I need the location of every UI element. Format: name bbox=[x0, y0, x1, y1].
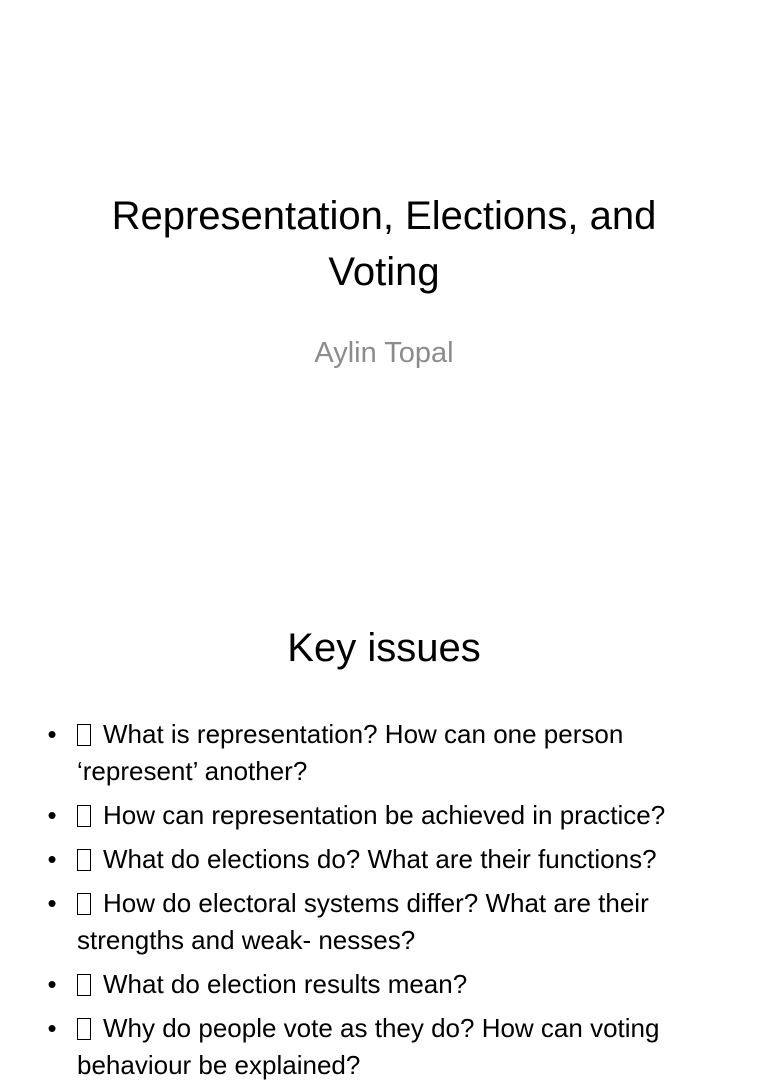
list-item-text: Why do people vote as they do? How can voting behaviour be explained? bbox=[77, 1013, 660, 1080]
list-item bbox=[0, 885, 768, 959]
bullet-dot-icon: • bbox=[47, 800, 57, 830]
list-item bbox=[0, 1010, 768, 1084]
slide-title bbox=[40, 188, 728, 300]
missing-glyph-box-icon bbox=[77, 849, 91, 871]
slide-title-line-2: Voting bbox=[328, 250, 440, 294]
bullet-dot-icon: • bbox=[47, 969, 57, 999]
bullet-dot-icon: • bbox=[47, 888, 57, 918]
missing-glyph-box-icon bbox=[77, 724, 91, 746]
missing-glyph-box-icon bbox=[77, 893, 91, 915]
key-issues-heading: Key issues bbox=[287, 626, 481, 670]
list-item bbox=[0, 797, 768, 834]
list-item-text: How can representation be achieved in practice? bbox=[103, 800, 666, 830]
slide-subtitle-author: Aylin Topal bbox=[314, 337, 454, 369]
missing-glyph-box-icon bbox=[77, 805, 91, 827]
list-item bbox=[0, 966, 768, 1003]
key-issues-slide bbox=[0, 576, 768, 1080]
list-item-text: What is representation? How can one person ‘represent’ another? bbox=[77, 719, 624, 786]
missing-glyph-box-icon bbox=[77, 1018, 91, 1040]
list-item-text: What do election results mean? bbox=[103, 969, 468, 999]
missing-glyph-box-icon bbox=[77, 974, 91, 996]
list-item bbox=[0, 716, 768, 790]
list-item-text: What do elections do? What are their functions? bbox=[103, 844, 657, 874]
bullet-dot-icon: • bbox=[47, 1013, 57, 1043]
list-item bbox=[0, 841, 768, 878]
slide-title-line-1: Representation, Elections, and bbox=[111, 194, 657, 238]
bullet-dot-icon: • bbox=[47, 844, 57, 874]
list-item-text: How do electoral systems differ? What are their strengths and weak- nesses? bbox=[77, 888, 649, 955]
bullet-dot-icon: • bbox=[47, 719, 57, 749]
key-issues-list bbox=[0, 716, 768, 1091]
